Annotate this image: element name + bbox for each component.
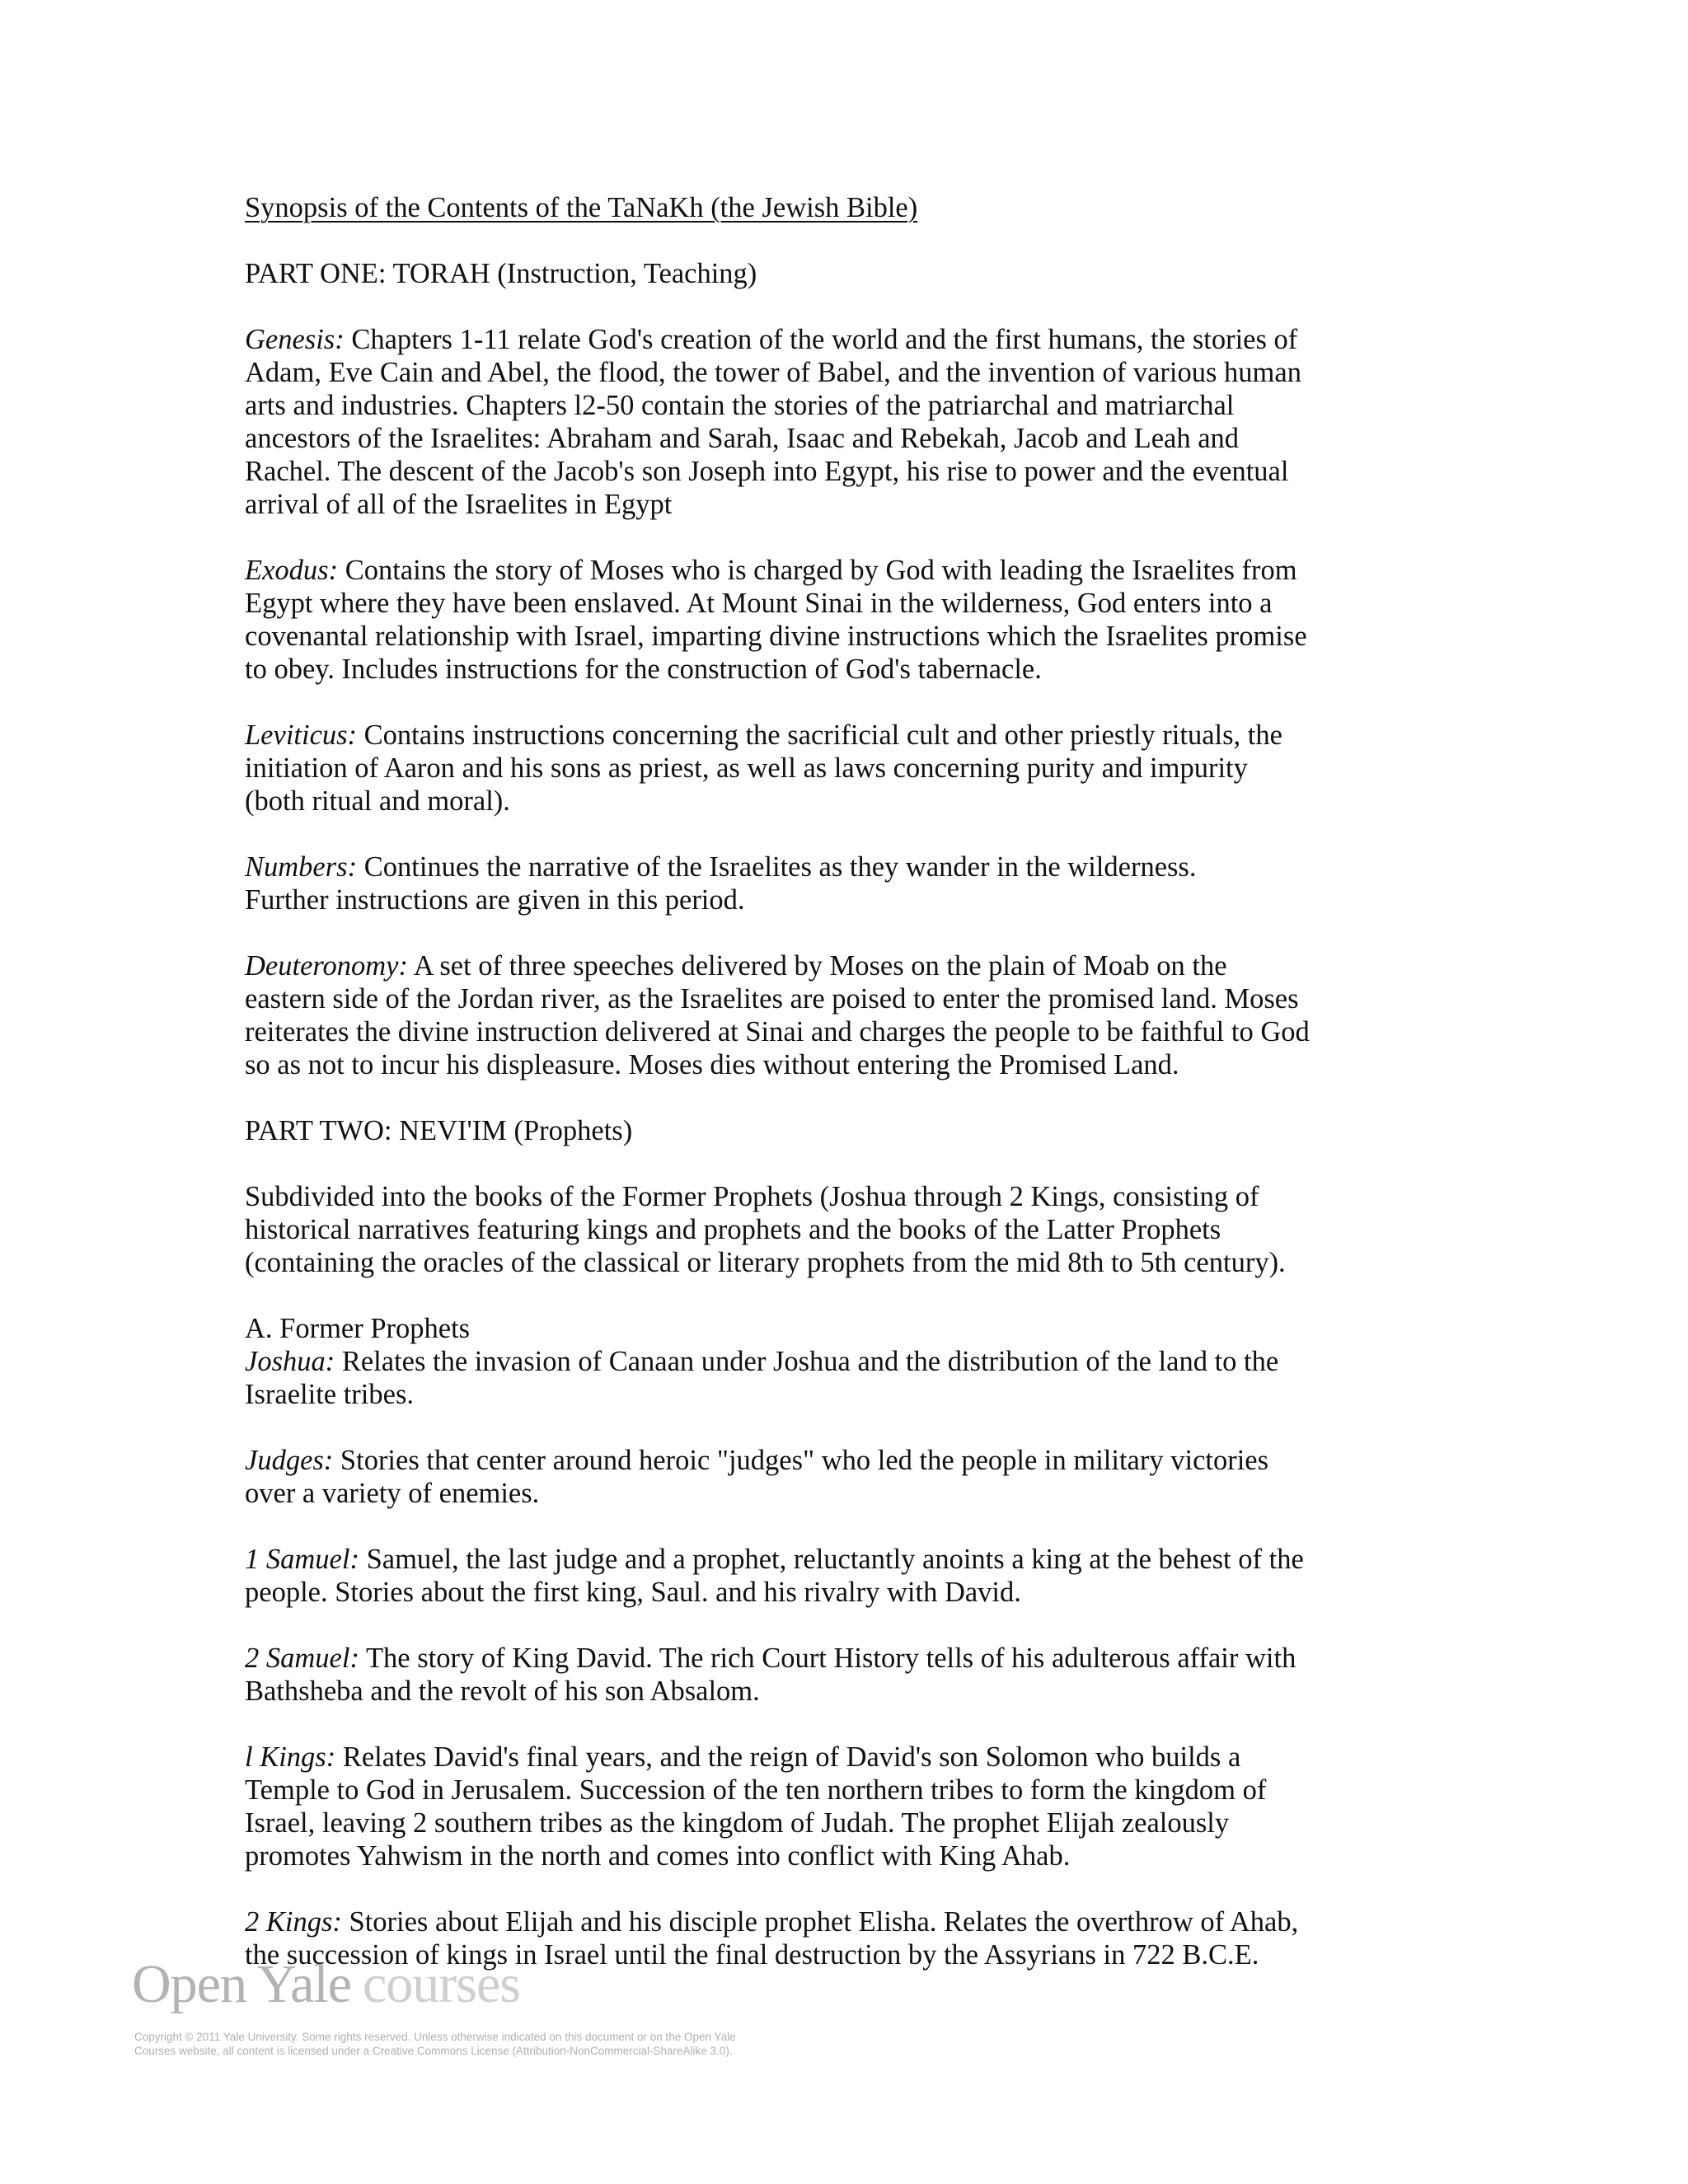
book-name-numbers: Numbers: — [245, 851, 358, 883]
spacer — [245, 290, 1481, 323]
spacer — [245, 1147, 1481, 1180]
paragraph-line: Israelite tribes. — [245, 1379, 414, 1410]
book-name-genesis: Genesis: — [245, 324, 345, 355]
paragraph-line: Subdivided into the books of the Former Prophets (Joshua through 2 Kings, consisting of — [245, 1181, 1259, 1212]
paragraph-text: Relates the invasion of Canaan under Joshua and the distribution of the land to the — [335, 1346, 1279, 1377]
samuel1-line-1 — [245, 1543, 1481, 1576]
former-prophets-heading: A. Former Prophets — [245, 1313, 471, 1344]
leviticus-line-1 — [245, 719, 1481, 752]
spacer — [245, 686, 1481, 719]
open-yale-courses-logo — [132, 1952, 520, 2018]
paragraph-line: (containing the oracles of the classical or literary prophets from the mid 8th to 5th century). — [245, 1247, 1286, 1278]
logo-secondary-text: courses — [363, 1954, 520, 2014]
joshua-paragraph — [245, 1345, 1481, 1411]
samuel1-paragraph — [245, 1543, 1481, 1609]
paragraph-line: Rachel. The descent of the Jacob's son Joseph into Egypt, his rise to power and the eventual — [245, 456, 1289, 487]
leviticus-paragraph — [245, 719, 1481, 818]
paragraph-text: Samuel, the last judge and a prophet, reluctantly anoints a king at the behest of the — [359, 1544, 1304, 1575]
spacer — [245, 1708, 1481, 1741]
paragraph-line: (both ritual and moral). — [245, 785, 510, 817]
paragraph-line: Israel, leaving 2 southern tribes as the kingdom of Judah. The prophet Elijah zealously — [245, 1807, 1230, 1839]
spacer — [245, 916, 1481, 949]
logo-primary-text: Open Yale — [132, 1954, 351, 2014]
part-two-heading: PART TWO: NEVI'IM (Prophets) — [245, 1115, 633, 1146]
book-name-2-kings: 2 Kings: — [245, 1906, 342, 1938]
exodus-line-1 — [245, 554, 1481, 587]
paragraph-line: Egypt where they have been enslaved. At Mount Sinai in the wilderness, God enters into a — [245, 588, 1273, 619]
paragraph-line: covenantal relationship with Israel, imparting divine instructions which the Israelites promise — [245, 621, 1307, 652]
paragraph-line: promotes Yahwism in the north and comes into conflict with King Ahab. — [245, 1840, 1071, 1872]
spacer — [245, 1411, 1481, 1444]
spacer — [245, 818, 1481, 851]
samuel2-line-1 — [245, 1642, 1481, 1675]
part-one-heading: PART ONE: TORAH (Instruction, Teaching) — [245, 258, 757, 289]
paragraph-line: Further instructions are given in this period. — [245, 884, 745, 916]
judges-line-1 — [245, 1444, 1481, 1477]
paragraph-text: The story of King David. The rich Court History tells of his adulterous affair with — [359, 1643, 1296, 1674]
paragraph-text: Continues the narrative of the Israelites as they wander in the wilderness. — [357, 851, 1197, 883]
copyright-line: Courses website, all content is licensed under a Creative Commons License (Attribution-NonCommercial-ShareAlike 3.0). — [134, 2045, 733, 2057]
numbers-line-1 — [245, 851, 1481, 883]
book-name-2-samuel: 2 Samuel: — [245, 1643, 359, 1674]
judges-paragraph — [245, 1444, 1481, 1510]
spacer — [245, 1510, 1481, 1543]
samuel2-paragraph — [245, 1642, 1481, 1708]
spacer — [245, 1609, 1481, 1642]
book-name-1-samuel: 1 Samuel: — [245, 1544, 359, 1575]
book-name-exodus: Exodus: — [245, 555, 339, 586]
paragraph-line: ancestors of the Israelites: Abraham and Sarah, Isaac and Rebekah, Jacob and Leah and — [245, 423, 1240, 454]
paragraph-line: the succession of kings in Israel until the final destruction by the Assyrians in 722 B.C.E. — [245, 1939, 1259, 1971]
paragraph-line: so as not to incur his displeasure. Moses dies without entering the Promised Land. — [245, 1049, 1179, 1080]
paragraph-line: eastern side of the Jordan river, as the Israelites are poised to enter the promised land. Moses — [245, 983, 1299, 1015]
deuteronomy-paragraph — [245, 949, 1481, 1081]
kings1-paragraph — [245, 1741, 1481, 1872]
joshua-line-1 — [245, 1345, 1481, 1378]
paragraph-line: initiation of Aaron and his sons as priest, as well as laws concerning purity and impurity — [245, 752, 1248, 784]
paragraph-text: Relates David's final years, and the reign of David's son Solomon who builds a — [335, 1741, 1241, 1773]
kings2-line-1 — [245, 1905, 1481, 1938]
copyright-line: Copyright © 2011 Yale University. Some rights reserved. Unless otherwise indicated on this document or on the Open Yale — [134, 2031, 736, 2043]
paragraph-line: Bathsheba and the revolt of his son Absalom. — [245, 1675, 760, 1707]
genesis-line-1 — [245, 323, 1481, 356]
deuteronomy-line-1 — [245, 949, 1481, 982]
paragraph-line: Adam, Eve Cain and Abel, the flood, the tower of Babel, and the invention of various human — [245, 357, 1301, 388]
document-title: Synopsis of the Contents of the TaNaKh (the Jewish Bible) — [245, 192, 918, 223]
spacer — [245, 1279, 1481, 1312]
paragraph-line: Temple to God in Jerusalem. Succession of the ten northern tribes to form the kingdom of — [245, 1774, 1267, 1806]
paragraph-text: Stories about Elijah and his disciple prophet Elisha. Relates the overthrow of Ahab, — [341, 1906, 1299, 1938]
paragraph-line: arrival of all of the Israelites in Egypt — [245, 489, 673, 520]
prophets-intro-paragraph — [245, 1180, 1481, 1279]
spacer — [245, 1872, 1481, 1905]
book-name-1-kings: l Kings: — [245, 1741, 336, 1773]
exodus-paragraph — [245, 554, 1481, 686]
kings1-line-1 — [245, 1741, 1481, 1774]
paragraph-text: Stories that center around heroic "judges" who led the people in military victories — [333, 1445, 1269, 1476]
spacer — [245, 1081, 1481, 1114]
genesis-paragraph — [245, 323, 1481, 521]
book-name-leviticus: Leviticus: — [245, 719, 358, 751]
document-body — [245, 191, 1481, 1971]
paragraph-text: Contains the story of Moses who is charged by God with leading the Israelites from — [338, 555, 1297, 586]
paragraph-text: Contains instructions concerning the sacrificial cult and other priestly rituals, the — [357, 719, 1282, 751]
paragraph-line: arts and industries. Chapters l2-50 contain the stories of the patriarchal and matriarchal — [245, 390, 1235, 421]
paragraph-line: reiterates the divine instruction delivered at Sinai and charges the people to be faithful to God — [245, 1016, 1310, 1047]
spacer — [245, 521, 1481, 554]
numbers-paragraph — [245, 851, 1481, 916]
spacer — [245, 224, 1481, 257]
paragraph-line: to obey. Includes instructions for the construction of God's tabernacle. — [245, 654, 1042, 685]
paragraph-line: historical narratives featuring kings and prophets and the books of the Latter Prophets — [245, 1214, 1221, 1245]
book-name-deuteronomy: Deuteronomy: — [245, 950, 408, 982]
book-name-joshua: Joshua: — [245, 1346, 335, 1377]
copyright-notice — [134, 2030, 736, 2058]
paragraph-text: Chapters 1-11 relate God's creation of the world and the first humans, the stories of — [344, 324, 1298, 355]
paragraph-text: A set of three speeches delivered by Moses on the plain of Moab on the — [408, 950, 1227, 982]
paragraph-line: people. Stories about the first king, Saul. and his rivalry with David. — [245, 1577, 1021, 1608]
paragraph-line: over a variety of enemies. — [245, 1478, 540, 1509]
book-name-judges: Judges: — [245, 1445, 334, 1476]
